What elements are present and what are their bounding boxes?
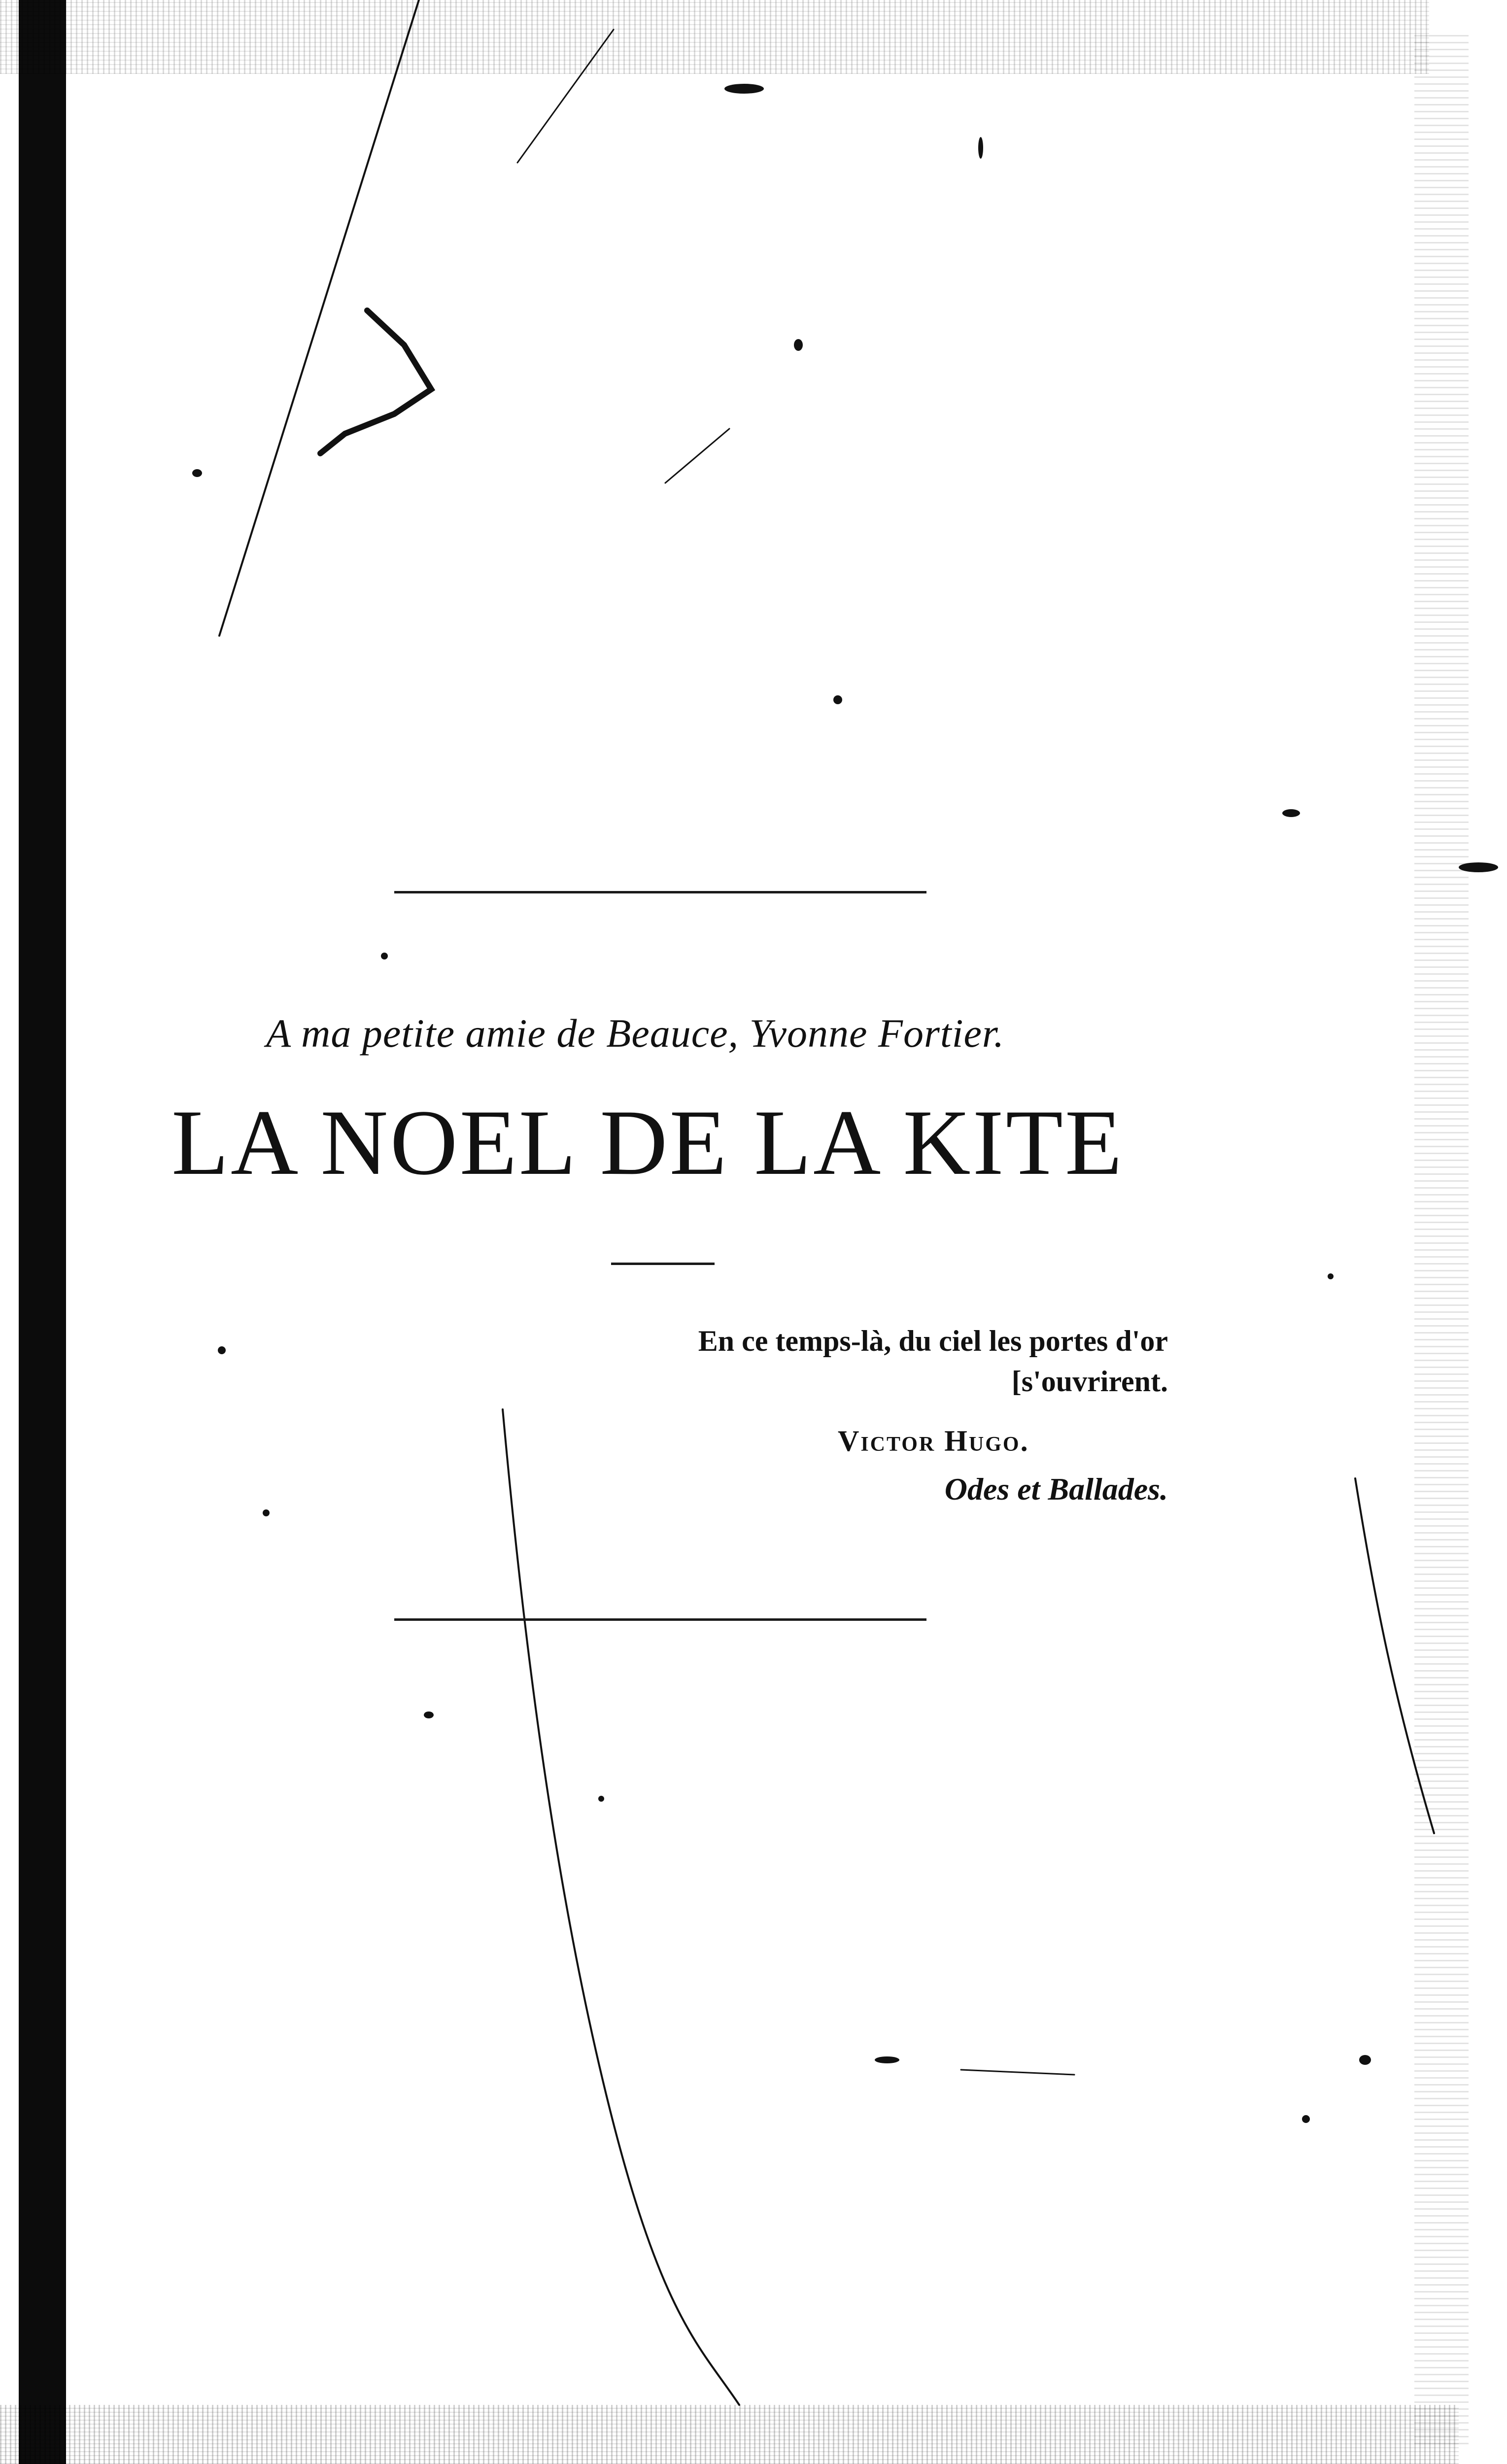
scan-speck [218,1346,226,1354]
scan-speck [833,695,842,704]
epigraph-line-1: En ce temps-là, du ciel les portes d'or [698,1325,1168,1357]
scan-speck [875,2056,899,2063]
scan-speck [1302,2115,1310,2123]
scan-speck [381,953,388,959]
epigraph-source: Odes et Ballades. [944,1472,1168,1506]
bottom-separator-rule [394,1618,926,1621]
scan-scribble [320,310,431,453]
epigraph-author: Victor Hugo. [838,1425,1029,1457]
scan-speck [263,1509,270,1516]
scan-speck [598,1796,604,1802]
scan-speck [424,1711,434,1718]
scan-speck [724,84,764,94]
scan-speck [1282,809,1300,817]
scan-stroke [961,2070,1074,2075]
short-separator-rule [611,1263,715,1265]
top-separator-rule [394,891,926,893]
scan-speck [192,469,202,477]
scan-stroke [665,429,729,483]
scan-speck [1359,2055,1371,2065]
scan-speck [794,339,803,351]
page-title: LA NOEL DE LA KITE [171,1091,1124,1195]
epigraph-quote [493,1321,1168,1402]
scan-stroke [517,30,614,163]
scan-speck [978,137,983,159]
scan-stroke [219,0,419,636]
scan-curve [1355,1478,1434,1833]
epigraph-line-2: [s'ouvrirent. [1011,1365,1168,1398]
scan-speck [1328,1273,1334,1279]
scan-speck [1459,862,1498,872]
scan-curve [503,1409,739,2405]
dedication-line: A ma petite amie de Beauce, Yvonne Fortier. [266,1011,1005,1056]
